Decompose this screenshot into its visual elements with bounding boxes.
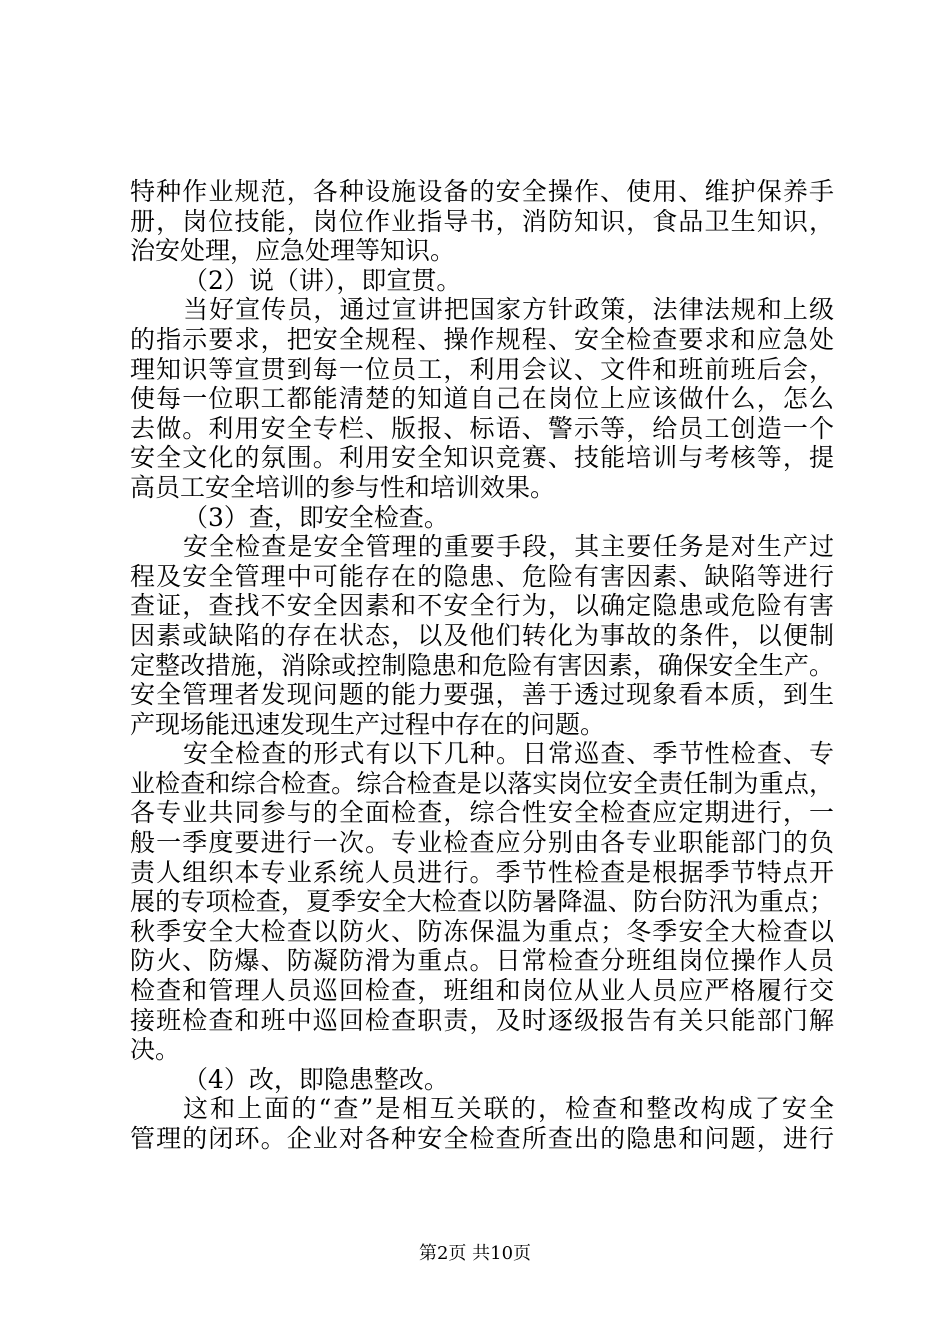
text-line: 决。	[130, 1035, 181, 1065]
text-line: 因素或缺陷的存在状态，以及他们转化为事故的条件，以便制	[130, 620, 834, 650]
text-line: （2）说（讲），即宣贯。	[183, 265, 462, 295]
page-footer: 第2页 共10页	[418, 1243, 532, 1264]
text-line: 特种作业规范，各种设施设备的安全操作、使用、维护保养手	[130, 177, 834, 206]
text-line: 这和上面的“查”是相互关联的，检查和整改构成了安全	[183, 1094, 834, 1124]
text-line: 册，岗位技能，岗位作业指导书，消防知识，食品卫生知识，	[130, 206, 834, 236]
text-line: 防火、防爆、防凝防滑为重点。日常检查分班组岗位操作人员	[130, 946, 834, 976]
text-line: 高员工安全培训的参与性和培训效果。	[130, 472, 556, 502]
text-line: 查证，查找不安全因素和不安全行为，以确定隐患或危险有害	[130, 591, 834, 621]
text-line: 安全检查是安全管理的重要手段，其主要任务是对生产过	[183, 532, 834, 562]
text-line: 程及安全管理中可能存在的隐患、危险有害因素、缺陷等进行	[130, 561, 834, 591]
text-line: 使每一位职工都能清楚的知道自己在岗位上应该做什么，怎么	[130, 384, 834, 414]
text-line: 各专业共同参与的全面检查，综合性安全检查应定期进行，一	[130, 798, 834, 828]
text-line: 理知识等宣贯到每一位员工，利用会议、文件和班前班后会，	[130, 354, 834, 384]
text-line: 的指示要求，把安全规程、操作规程、安全检查要求和应急处	[130, 324, 834, 354]
text-line: （3）查，即安全检查。	[183, 502, 449, 532]
text-line: （4）改，即隐患整改。	[183, 1064, 449, 1094]
document-body	[130, 177, 834, 1154]
text-line: 安全文化的氛围。利用安全知识竞赛、技能培训与考核等，提	[130, 443, 834, 473]
text-line: 安全管理者发现问题的能力要强，善于透过现象看本质，到生	[130, 680, 834, 710]
text-line: 秋季安全大检查以防火、防冻保温为重点；冬季安全大检查以	[130, 916, 834, 946]
text-line: 般一季度要进行一次。专业检查应分别由各专业职能部门的负	[130, 828, 834, 858]
text-line: 定整改措施，消除或控制隐患和危险有害因素，确保安全生产。	[130, 650, 834, 680]
text-line: 当好宣传员，通过宣讲把国家方针政策，法律法规和上级	[183, 295, 834, 325]
text-line: 管理的闭环。企业对各种安全检查所查出的隐患和问题，进行	[130, 1124, 834, 1153]
text-line: 责人组织本专业系统人员进行。季节性检查是根据季节特点开	[130, 857, 834, 887]
text-line: 产现场能迅速发现生产过程中存在的问题。	[130, 709, 606, 739]
text-line: 接班检查和班中巡回检查职责，及时逐级报告有关只能部门解	[130, 1005, 834, 1035]
text-line: 治安处理，应急处理等知识。	[130, 236, 456, 266]
text-line: 去做。利用安全专栏、版报、标语、警示等，给员工创造一个	[130, 413, 834, 443]
text-line: 检查和管理人员巡回检查，班组和岗位从业人员应严格履行交	[130, 976, 834, 1006]
text-line: 业检查和综合检查。综合检查是以落实岗位安全责任制为重点，	[130, 768, 834, 798]
text-line: 安全检查的形式有以下几种。日常巡查、季节性检查、专	[183, 739, 834, 769]
text-line: 展的专项检查，夏季安全大检查以防暑降温、防台防汛为重点；	[130, 887, 834, 917]
